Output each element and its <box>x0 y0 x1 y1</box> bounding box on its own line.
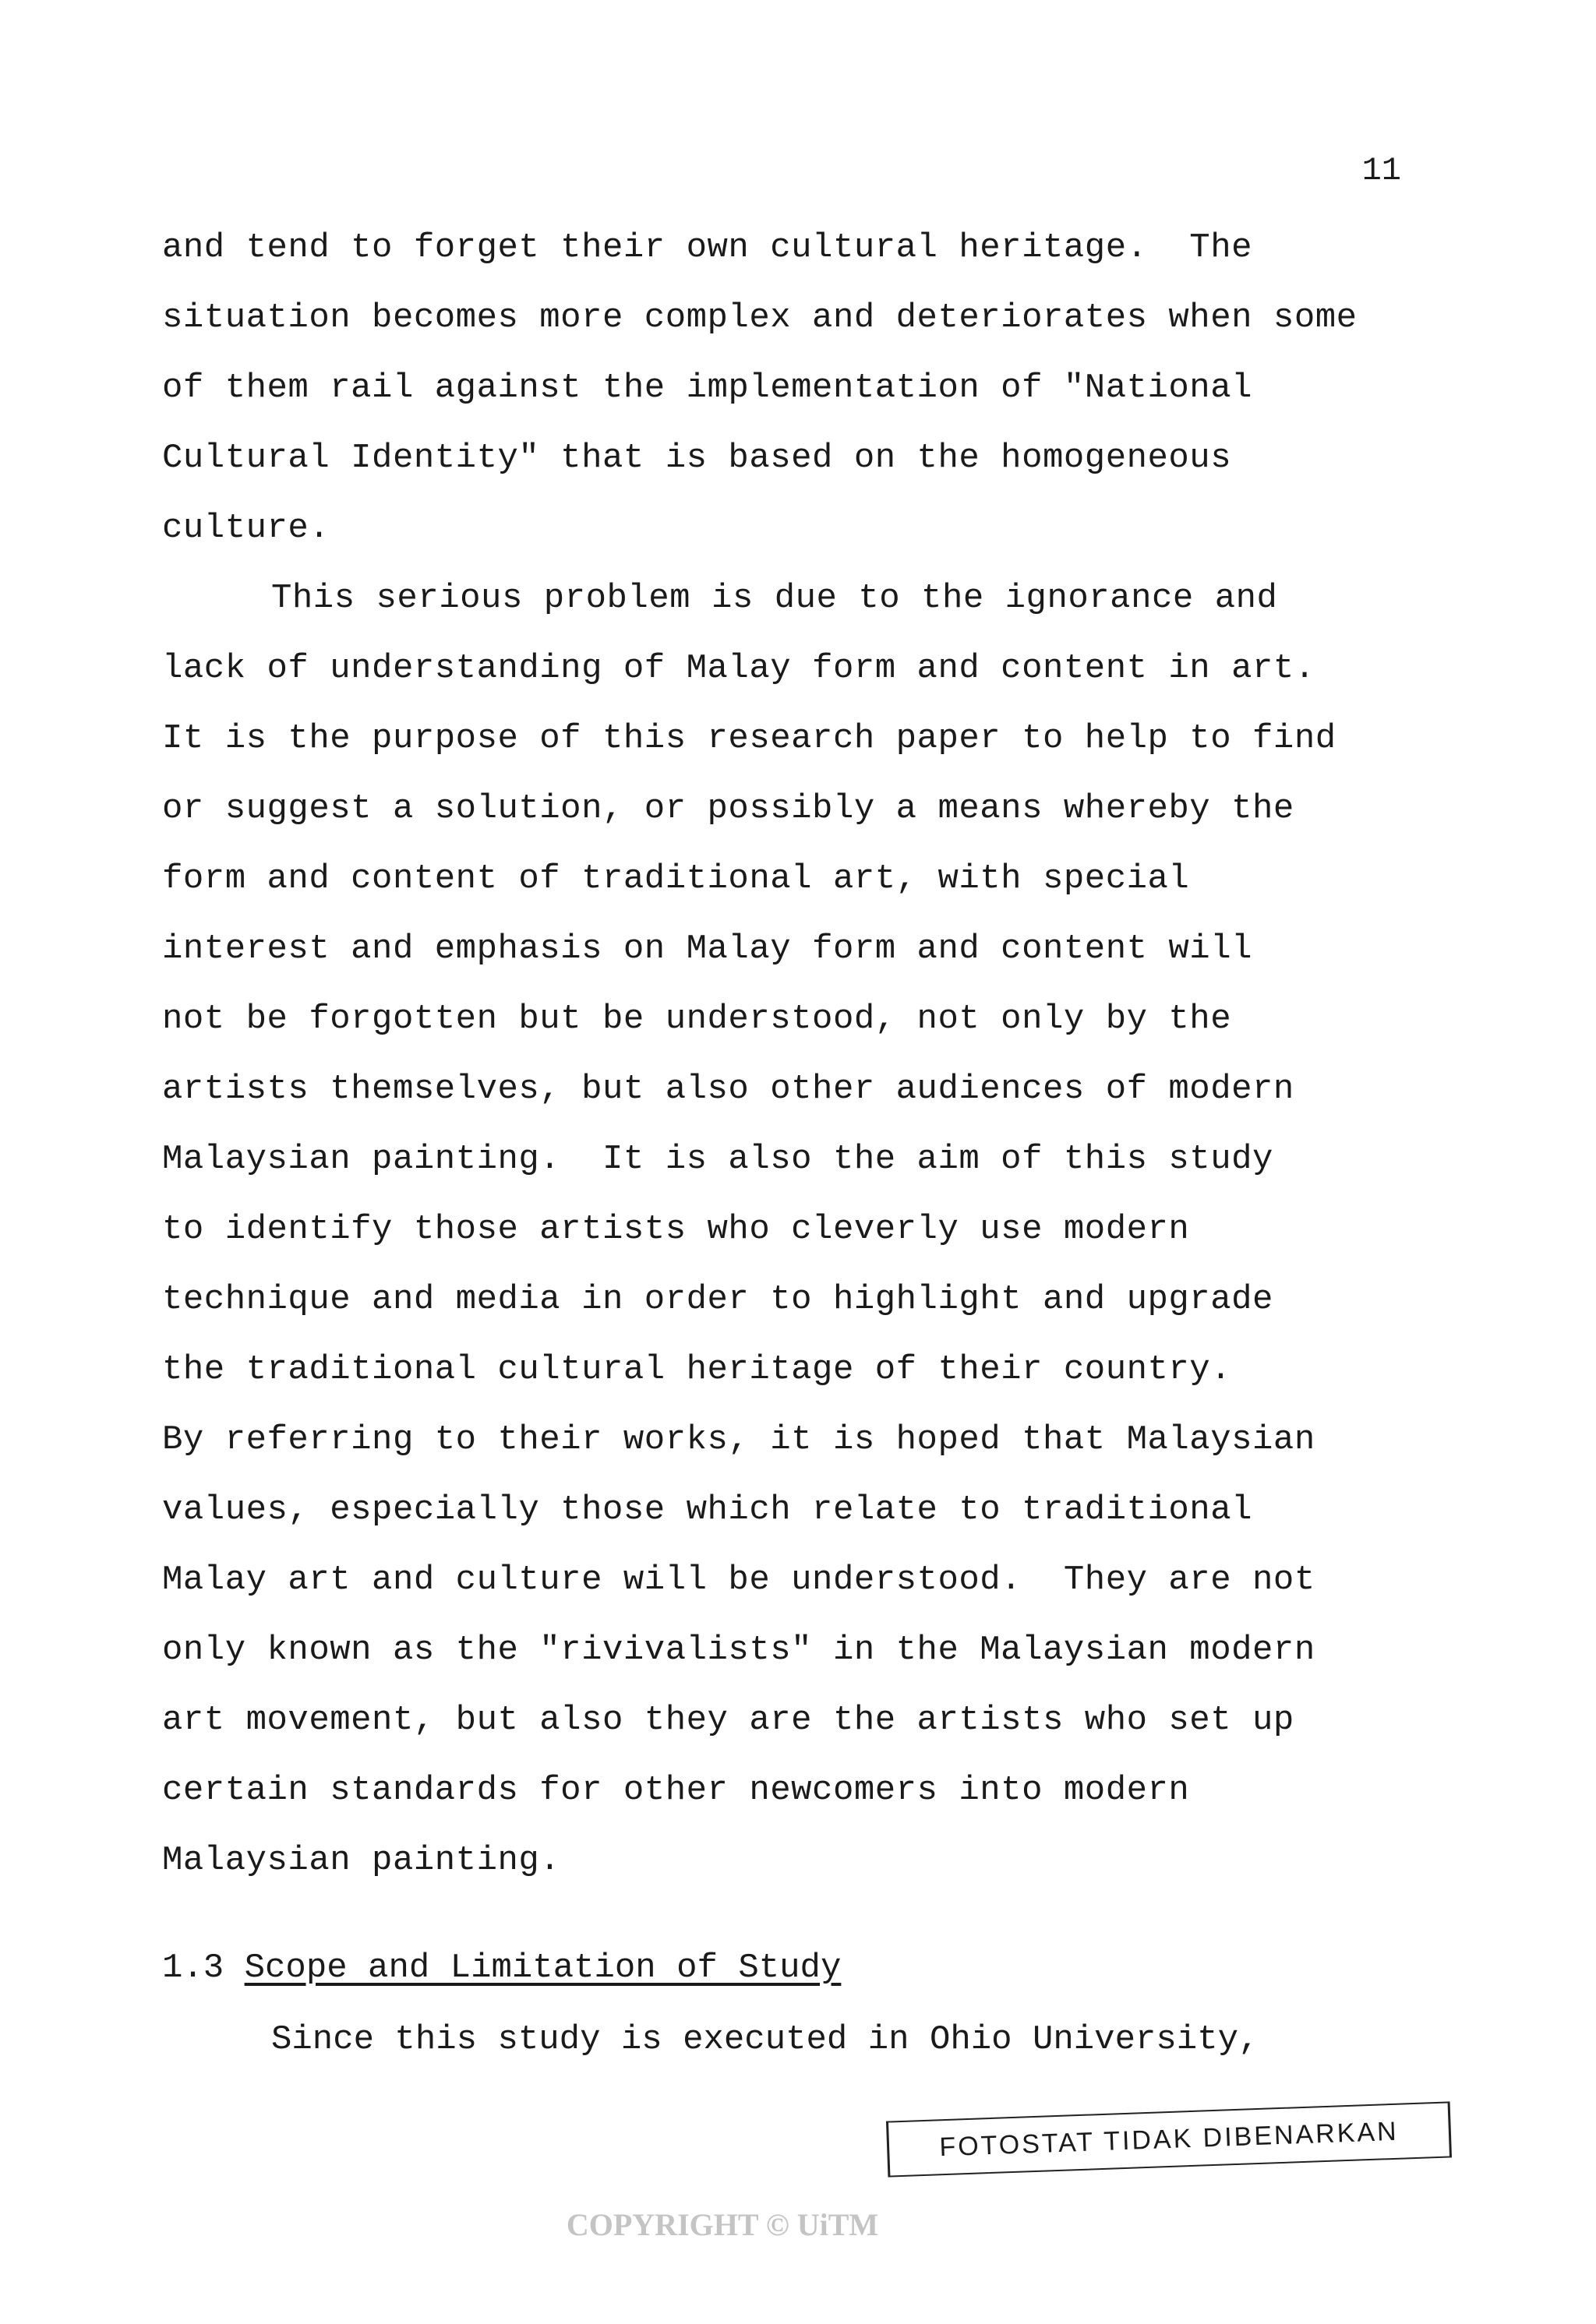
body-line: Malaysian painting. It is also the aim of this study <box>162 1140 1273 1179</box>
body-line: This serious problem is due to the ignorance and <box>271 579 1278 618</box>
body-line: only known as the "rivivalists" in the Malaysian modern <box>162 1631 1315 1670</box>
body-line: certain standards for other newcomers into modern <box>162 1771 1190 1810</box>
section-title: Scope and Limitation of Study <box>244 1948 842 1987</box>
body-line: to identify those artists who cleverly use modern <box>162 1210 1190 1249</box>
body-line: of them rail against the implementation of "National <box>162 369 1253 407</box>
body-line: Malay art and culture will be understood. They are not <box>162 1561 1315 1599</box>
photocopy-prohibited-stamp: FOTOSTAT TIDAK DIBENARKAN <box>886 2101 1452 2177</box>
page-number: 11 <box>1361 152 1401 189</box>
body-line: not be forgotten but be understood, not only by the <box>162 1000 1232 1039</box>
body-line: the traditional cultural heritage of their country. <box>162 1350 1232 1389</box>
body-line: Malaysian painting. <box>162 1841 561 1880</box>
body-line: art movement, but also they are the artists who set up <box>162 1701 1294 1740</box>
body-line: or suggest a solution, or possibly a means whereby the <box>162 789 1294 828</box>
body-line: lack of understanding of Malay form and content in art. <box>162 649 1315 688</box>
body-text <box>162 220 1425 1903</box>
body-line: By referring to their works, it is hoped that Malaysian <box>162 1420 1315 1459</box>
body-line: culture. <box>162 509 330 548</box>
body-line: situation becomes more complex and deteriorates when some <box>162 298 1358 337</box>
section-first-line: Since this study is executed in Ohio University, <box>271 2020 1259 2059</box>
body-line: and tend to forget their own cultural heritage. The <box>162 228 1253 267</box>
copyright-watermark: COPYRIGHT © UiTM <box>566 2207 879 2242</box>
body-line: values, especially those which relate to traditional <box>162 1490 1253 1529</box>
section-number: 1.3 <box>162 1948 224 1987</box>
body-line: It is the purpose of this research paper to help to find <box>162 719 1336 758</box>
body-line: Cultural Identity" that is based on the homogeneous <box>162 439 1232 478</box>
section-heading <box>162 1940 841 1996</box>
body-line: artists themselves, but also other audiences of modern <box>162 1070 1294 1109</box>
body-line: technique and media in order to highlight and upgrade <box>162 1280 1273 1319</box>
body-line: form and content of traditional art, with special <box>162 859 1190 898</box>
body-line: interest and emphasis on Malay form and content will <box>162 929 1253 968</box>
